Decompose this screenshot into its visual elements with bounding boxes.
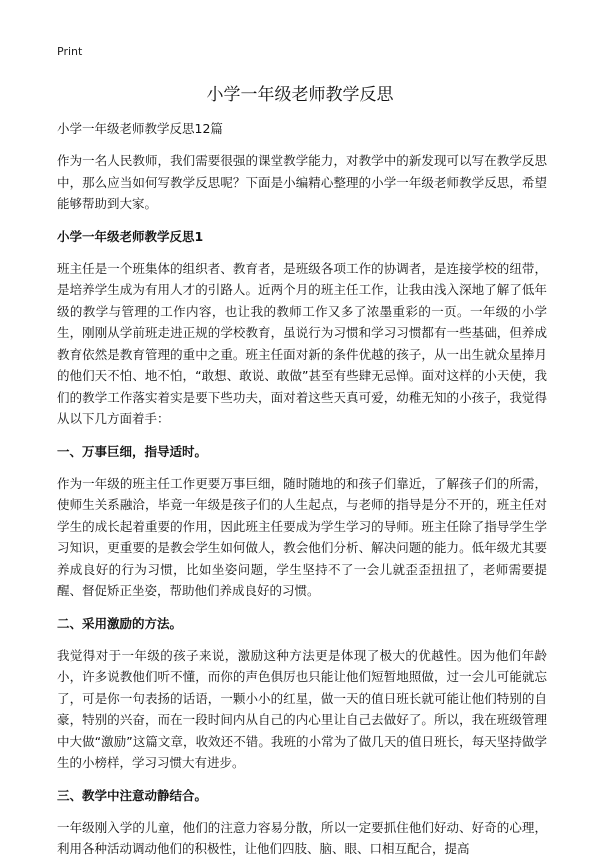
print-link[interactable]: Print	[57, 45, 83, 58]
intro-paragraph: 作为一名人民教师，我们需要很强的课堂教学能力，对教学中的新发现可以写在教学反思中，那么应当如何写教学反思呢？下面是小编精心整理的小学一年级老师教学反思，希望能够帮助到大家。	[57, 153, 547, 211]
section-heading-2: 二、采用激励的方法。	[57, 615, 183, 631]
article-intro-paragraph: 班主任是一个班集体的组织者、教育者，是班级各项工作的协调者，是连接学校的纽带，是培养学生成为有用人才的引路人。近两个月的班主任工作，让我由浅入深地了解了低年级的教学与管理的工作内容，也让我的教师工作又多了浓墨重彩的一页。一年级的小学生，刚刚从学前班走进正规的学校教育，虽说行为习惯和学习习惯都有一些基础，但养成教育依然是教育管理的重中之重。班主任面对新的条件优越的孩子，从一出生就众星捧月的他们天不怕、地不怕，“敢想、敢说、敢做”甚至有些肆无忌惮。面对这样的小天使，我们的教学工作落实着实是要下些功夫，面对着这些天真可爱，幼稚无知的小孩子，我觉得从以下几方面着手：	[57, 260, 547, 426]
section-heading-3: 三、教学中注意动静结合。	[57, 787, 208, 803]
section-body-1: 作为一年级的班主任工作更要万事巨细，随时随地的和孩子们靠近，了解孩子们的所需，使师生关系融洽，毕竟一年级是孩子们的人生起点，与老师的指导是分不开的，班主任对学生的成长起着重要的作用，因此班主任要成为学生学习的导师。班主任除了指导学生学习知识，更重要的是教会学生如何做人，教会他们分析、解决问题的能力。低年级尤其要养成良好的行为习惯，比如坐姿问题，学生坚持不了一会儿就歪歪扭扭了，老师需要提醒、督促矫正坐姿，帮助他们养成良好的习惯。	[57, 475, 547, 598]
section-body-3: 一年级刚入学的儿童，他们的注意力容易分散，所以一定要抓住他们好动、好奇的心理，利用各种活动调动他们的积极性，让他们四肢、脑、眼、口相互配合，提高	[57, 819, 547, 856]
article-subtitle: 小学一年级老师教学反思12篇	[57, 121, 223, 136]
article-heading: 小学一年级老师教学反思1	[57, 228, 204, 244]
article-content	[57, 119, 547, 860]
section-body-2: 我觉得对于一年级的孩子来说，激励这种方法更是体现了极大的优越性。因为他们年龄小，许多说教他们听不懂，而你的声色俱厉也只能让他们短暂地照做，过一会儿可能就忘了，可是你一句表扬的话语，一颗小小的红星，做一天的值日班长就可能让他们特别的自豪，特别的兴奋，而在一段时间内从自己的内心里让自己去做好了。所以，我在班级管理中大做“激励”这篇文章，收效还不错。我班的小常为了做几天的值日班长，每天坚持做学生的小榜样，学习习惯大有进步。	[57, 647, 547, 770]
section-heading-1: 一、万事巨细，指导适时。	[57, 443, 208, 459]
page-title: 小学一年级老师教学反思	[206, 85, 394, 105]
